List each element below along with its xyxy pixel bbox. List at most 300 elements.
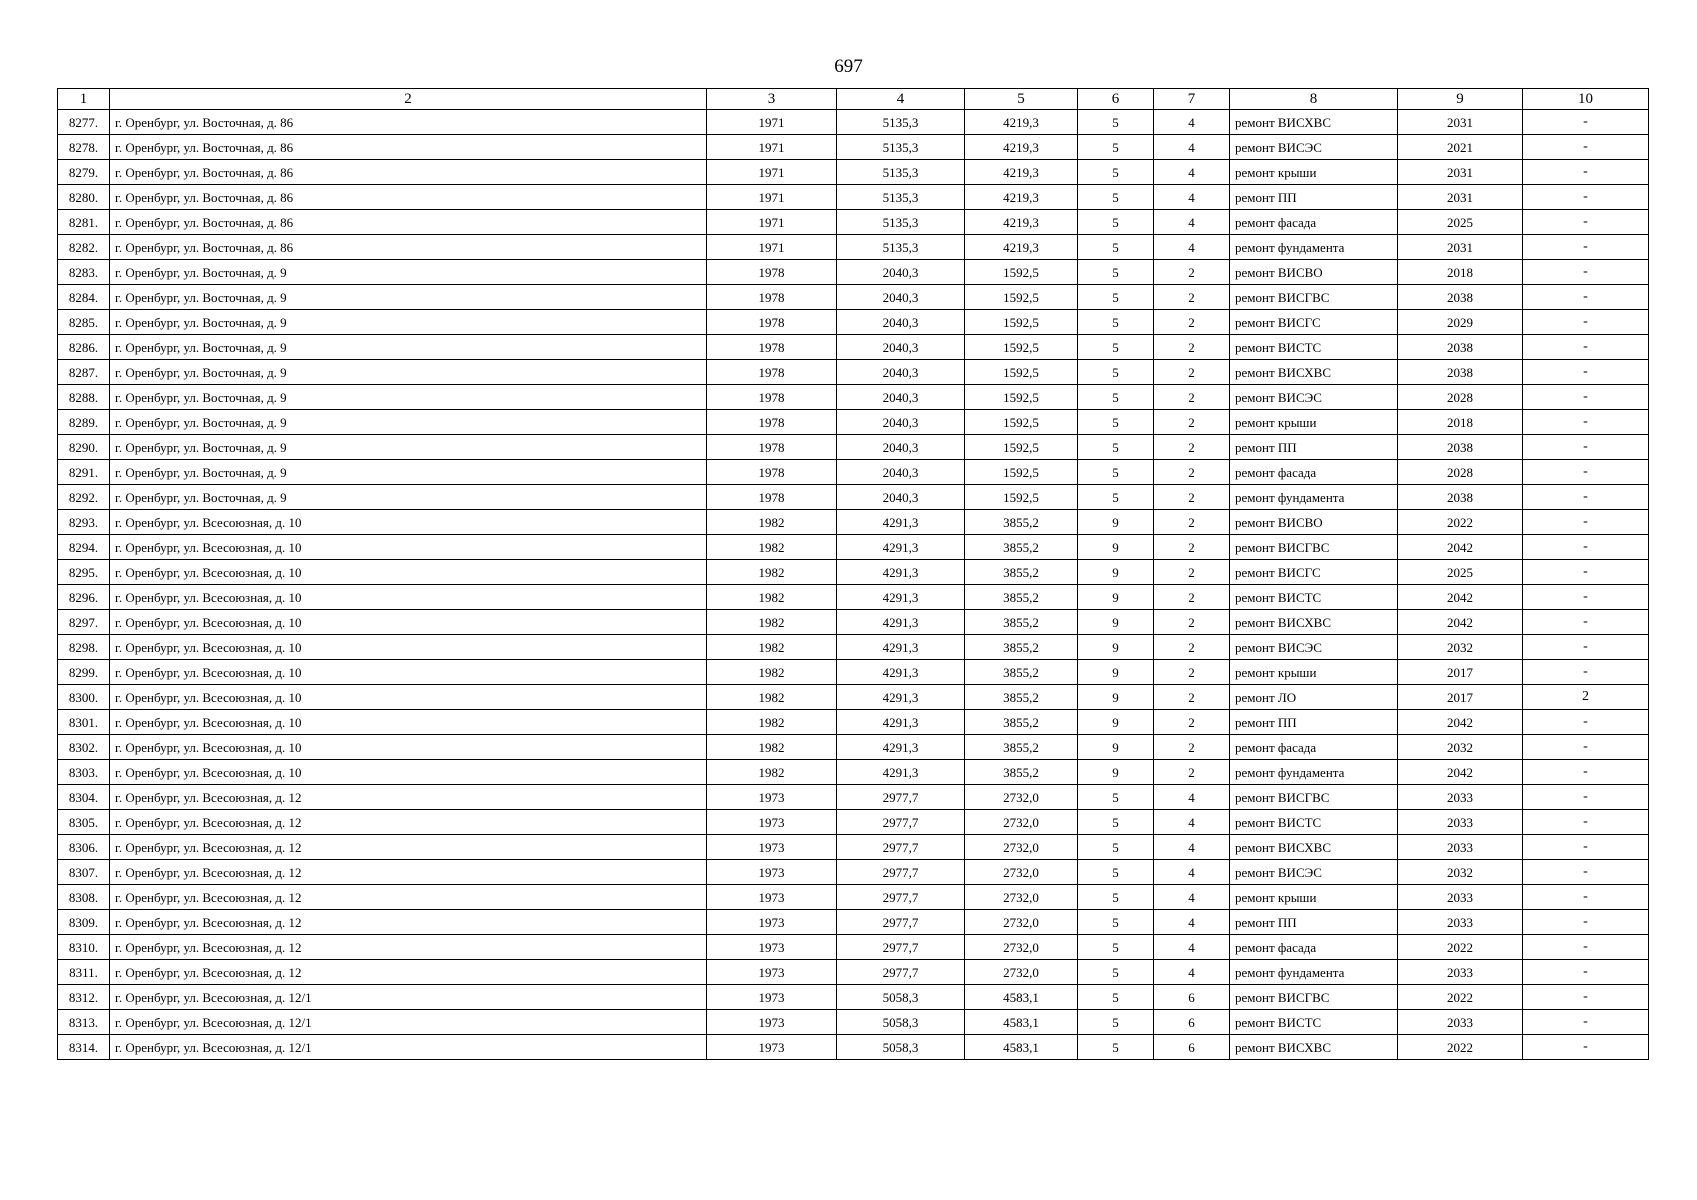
column-header-8: 8 (1230, 89, 1398, 110)
entrances-cell: 2 (1154, 335, 1230, 360)
extra-cell: - (1523, 610, 1649, 635)
living-area-cell: 1592,5 (965, 385, 1078, 410)
row-number-cell: 8305. (58, 810, 110, 835)
living-area-cell: 2732,0 (965, 960, 1078, 985)
table-row (58, 435, 1649, 460)
floors-cell: 5 (1078, 960, 1154, 985)
entrances-cell: 2 (1154, 385, 1230, 410)
year-cell: 1978 (707, 260, 837, 285)
extra-cell: - (1523, 285, 1649, 310)
extra-cell: - (1523, 185, 1649, 210)
total-area-cell: 2977,7 (837, 860, 965, 885)
address-cell: г. Оренбург, ул. Всесоюзная, д. 12/1 (110, 1010, 707, 1035)
living-area-cell: 4219,3 (965, 135, 1078, 160)
entrances-cell: 2 (1154, 360, 1230, 385)
living-area-cell: 2732,0 (965, 810, 1078, 835)
floors-cell: 5 (1078, 935, 1154, 960)
floors-cell: 9 (1078, 635, 1154, 660)
table-row (58, 885, 1649, 910)
work-type-cell: ремонт ВИСГС (1230, 560, 1398, 585)
total-area-cell: 4291,3 (837, 535, 965, 560)
work-type-cell: ремонт ВИСГВС (1230, 785, 1398, 810)
work-type-cell: ремонт фасада (1230, 210, 1398, 235)
planned-year-cell: 2031 (1398, 235, 1523, 260)
work-type-cell: ремонт ЛО (1230, 685, 1398, 710)
address-cell: г. Оренбург, ул. Всесоюзная, д. 12 (110, 910, 707, 935)
address-cell: г. Оренбург, ул. Восточная, д. 9 (110, 385, 707, 410)
total-area-cell: 2977,7 (837, 910, 965, 935)
work-type-cell: ремонт ВИСХВС (1230, 360, 1398, 385)
row-number-cell: 8281. (58, 210, 110, 235)
row-number-cell: 8298. (58, 635, 110, 660)
living-area-cell: 1592,5 (965, 285, 1078, 310)
table-row (58, 985, 1649, 1010)
table-row (58, 160, 1649, 185)
entrances-cell: 2 (1154, 285, 1230, 310)
extra-cell: 2 (1523, 685, 1649, 710)
row-number-cell: 8282. (58, 235, 110, 260)
entrances-cell: 4 (1154, 835, 1230, 860)
living-area-cell: 1592,5 (965, 460, 1078, 485)
year-cell: 1971 (707, 110, 837, 135)
extra-cell: - (1523, 235, 1649, 260)
row-number-cell: 8312. (58, 985, 110, 1010)
total-area-cell: 2040,3 (837, 485, 965, 510)
work-type-cell: ремонт ВИСЭС (1230, 385, 1398, 410)
total-area-cell: 4291,3 (837, 635, 965, 660)
floors-cell: 5 (1078, 835, 1154, 860)
floors-cell: 5 (1078, 235, 1154, 260)
work-type-cell: ремонт ВИСВО (1230, 510, 1398, 535)
entrances-cell: 2 (1154, 310, 1230, 335)
work-type-cell: ремонт ВИСТС (1230, 585, 1398, 610)
extra-cell: - (1523, 460, 1649, 485)
table-row (58, 610, 1649, 635)
planned-year-cell: 2018 (1398, 410, 1523, 435)
total-area-cell: 5058,3 (837, 985, 965, 1010)
total-area-cell: 4291,3 (837, 585, 965, 610)
table-row (58, 835, 1649, 860)
address-cell: г. Оренбург, ул. Всесоюзная, д. 10 (110, 635, 707, 660)
total-area-cell: 4291,3 (837, 685, 965, 710)
table-row (58, 560, 1649, 585)
year-cell: 1973 (707, 985, 837, 1010)
total-area-cell: 2977,7 (837, 810, 965, 835)
total-area-cell: 5135,3 (837, 135, 965, 160)
living-area-cell: 1592,5 (965, 360, 1078, 385)
floors-cell: 5 (1078, 910, 1154, 935)
row-number-cell: 8287. (58, 360, 110, 385)
address-cell: г. Оренбург, ул. Всесоюзная, д. 10 (110, 560, 707, 585)
year-cell: 1973 (707, 810, 837, 835)
row-number-cell: 8300. (58, 685, 110, 710)
address-cell: г. Оренбург, ул. Всесоюзная, д. 12 (110, 835, 707, 860)
planned-year-cell: 2038 (1398, 335, 1523, 360)
column-header-1: 1 (58, 89, 110, 110)
total-area-cell: 4291,3 (837, 610, 965, 635)
table-row (58, 335, 1649, 360)
extra-cell: - (1523, 535, 1649, 560)
floors-cell: 5 (1078, 185, 1154, 210)
address-cell: г. Оренбург, ул. Восточная, д. 9 (110, 485, 707, 510)
planned-year-cell: 2025 (1398, 560, 1523, 585)
extra-cell: - (1523, 560, 1649, 585)
living-area-cell: 2732,0 (965, 935, 1078, 960)
floors-cell: 5 (1078, 410, 1154, 435)
address-cell: г. Оренбург, ул. Всесоюзная, д. 10 (110, 735, 707, 760)
work-type-cell: ремонт ВИСХВС (1230, 610, 1398, 635)
column-header-9: 9 (1398, 89, 1523, 110)
address-cell: г. Оренбург, ул. Восточная, д. 9 (110, 410, 707, 435)
entrances-cell: 2 (1154, 760, 1230, 785)
year-cell: 1978 (707, 385, 837, 410)
year-cell: 1982 (707, 685, 837, 710)
work-type-cell: ремонт ВИСХВС (1230, 110, 1398, 135)
living-area-cell: 4219,3 (965, 185, 1078, 210)
work-type-cell: ремонт ВИСЭС (1230, 860, 1398, 885)
year-cell: 1973 (707, 1035, 837, 1060)
year-cell: 1978 (707, 360, 837, 385)
table-row (58, 660, 1649, 685)
year-cell: 1971 (707, 235, 837, 260)
year-cell: 1971 (707, 160, 837, 185)
row-number-cell: 8292. (58, 485, 110, 510)
row-number-cell: 8307. (58, 860, 110, 885)
year-cell: 1978 (707, 410, 837, 435)
total-area-cell: 5135,3 (837, 185, 965, 210)
floors-cell: 5 (1078, 360, 1154, 385)
living-area-cell: 4219,3 (965, 110, 1078, 135)
work-type-cell: ремонт ВИСХВС (1230, 835, 1398, 860)
row-number-cell: 8314. (58, 1035, 110, 1060)
work-type-cell: ремонт ВИСТС (1230, 335, 1398, 360)
living-area-cell: 2732,0 (965, 910, 1078, 935)
planned-year-cell: 2032 (1398, 635, 1523, 660)
work-type-cell: ремонт ВИСТС (1230, 810, 1398, 835)
entrances-cell: 4 (1154, 135, 1230, 160)
living-area-cell: 4219,3 (965, 160, 1078, 185)
work-type-cell: ремонт фасада (1230, 935, 1398, 960)
row-number-cell: 8303. (58, 760, 110, 785)
table-row (58, 260, 1649, 285)
year-cell: 1978 (707, 460, 837, 485)
row-number-cell: 8279. (58, 160, 110, 185)
total-area-cell: 2040,3 (837, 460, 965, 485)
living-area-cell: 2732,0 (965, 860, 1078, 885)
entrances-cell: 2 (1154, 735, 1230, 760)
row-number-cell: 8301. (58, 710, 110, 735)
table-row (58, 860, 1649, 885)
work-type-cell: ремонт крыши (1230, 885, 1398, 910)
total-area-cell: 4291,3 (837, 760, 965, 785)
year-cell: 1982 (707, 560, 837, 585)
living-area-cell: 4219,3 (965, 210, 1078, 235)
extra-cell: - (1523, 585, 1649, 610)
address-cell: г. Оренбург, ул. Восточная, д. 9 (110, 460, 707, 485)
living-area-cell: 3855,2 (965, 635, 1078, 660)
planned-year-cell: 2028 (1398, 385, 1523, 410)
extra-cell: - (1523, 910, 1649, 935)
year-cell: 1973 (707, 935, 837, 960)
address-cell: г. Оренбург, ул. Восточная, д. 9 (110, 310, 707, 335)
work-type-cell: ремонт крыши (1230, 160, 1398, 185)
floors-cell: 5 (1078, 460, 1154, 485)
planned-year-cell: 2042 (1398, 610, 1523, 635)
entrances-cell: 4 (1154, 185, 1230, 210)
floors-cell: 9 (1078, 660, 1154, 685)
table-row (58, 760, 1649, 785)
planned-year-cell: 2042 (1398, 710, 1523, 735)
floors-cell: 5 (1078, 485, 1154, 510)
total-area-cell: 5135,3 (837, 210, 965, 235)
total-area-cell: 5058,3 (837, 1035, 965, 1060)
entrances-cell: 6 (1154, 985, 1230, 1010)
floors-cell: 5 (1078, 335, 1154, 360)
year-cell: 1971 (707, 210, 837, 235)
floors-cell: 9 (1078, 760, 1154, 785)
living-area-cell: 4583,1 (965, 985, 1078, 1010)
total-area-cell: 2040,3 (837, 285, 965, 310)
living-area-cell: 3855,2 (965, 685, 1078, 710)
table-row (58, 635, 1649, 660)
year-cell: 1978 (707, 435, 837, 460)
total-area-cell: 5058,3 (837, 1010, 965, 1035)
entrances-cell: 4 (1154, 235, 1230, 260)
column-header-3: 3 (707, 89, 837, 110)
year-cell: 1971 (707, 135, 837, 160)
address-cell: г. Оренбург, ул. Всесоюзная, д. 10 (110, 710, 707, 735)
year-cell: 1978 (707, 310, 837, 335)
planned-year-cell: 2029 (1398, 310, 1523, 335)
address-cell: г. Оренбург, ул. Восточная, д. 86 (110, 210, 707, 235)
work-type-cell: ремонт фундамента (1230, 235, 1398, 260)
planned-year-cell: 2031 (1398, 160, 1523, 185)
living-area-cell: 1592,5 (965, 310, 1078, 335)
work-type-cell: ремонт ВИСХВС (1230, 1035, 1398, 1060)
address-cell: г. Оренбург, ул. Восточная, д. 9 (110, 435, 707, 460)
total-area-cell: 2977,7 (837, 935, 965, 960)
entrances-cell: 4 (1154, 960, 1230, 985)
work-type-cell: ремонт ПП (1230, 910, 1398, 935)
entrances-cell: 2 (1154, 535, 1230, 560)
address-cell: г. Оренбург, ул. Всесоюзная, д. 12 (110, 860, 707, 885)
floors-cell: 5 (1078, 210, 1154, 235)
address-cell: г. Оренбург, ул. Всесоюзная, д. 10 (110, 535, 707, 560)
entrances-cell: 2 (1154, 660, 1230, 685)
entrances-cell: 4 (1154, 210, 1230, 235)
table-row (58, 960, 1649, 985)
row-number-cell: 8285. (58, 310, 110, 335)
address-cell: г. Оренбург, ул. Восточная, д. 9 (110, 360, 707, 385)
year-cell: 1982 (707, 760, 837, 785)
total-area-cell: 5135,3 (837, 160, 965, 185)
work-type-cell: ремонт ПП (1230, 185, 1398, 210)
planned-year-cell: 2018 (1398, 260, 1523, 285)
row-number-cell: 8308. (58, 885, 110, 910)
address-cell: г. Оренбург, ул. Всесоюзная, д. 12 (110, 810, 707, 835)
year-cell: 1982 (707, 660, 837, 685)
extra-cell: - (1523, 635, 1649, 660)
planned-year-cell: 2017 (1398, 660, 1523, 685)
living-area-cell: 3855,2 (965, 610, 1078, 635)
floors-cell: 5 (1078, 785, 1154, 810)
entrances-cell: 2 (1154, 685, 1230, 710)
floors-cell: 9 (1078, 610, 1154, 635)
table-row (58, 210, 1649, 235)
total-area-cell: 4291,3 (837, 710, 965, 735)
work-type-cell: ремонт ВИСГВС (1230, 985, 1398, 1010)
extra-cell: - (1523, 360, 1649, 385)
table-row (58, 110, 1649, 135)
address-cell: г. Оренбург, ул. Восточная, д. 86 (110, 185, 707, 210)
address-cell: г. Оренбург, ул. Восточная, д. 9 (110, 285, 707, 310)
living-area-cell: 3855,2 (965, 560, 1078, 585)
table-row (58, 185, 1649, 210)
year-cell: 1973 (707, 1010, 837, 1035)
row-number-cell: 8302. (58, 735, 110, 760)
address-cell: г. Оренбург, ул. Всесоюзная, д. 10 (110, 760, 707, 785)
work-type-cell: ремонт фасада (1230, 460, 1398, 485)
extra-cell: - (1523, 1010, 1649, 1035)
floors-cell: 5 (1078, 1035, 1154, 1060)
total-area-cell: 2977,7 (837, 885, 965, 910)
planned-year-cell: 2033 (1398, 1010, 1523, 1035)
table-row (58, 785, 1649, 810)
row-number-cell: 8295. (58, 560, 110, 585)
planned-year-cell: 2042 (1398, 760, 1523, 785)
living-area-cell: 3855,2 (965, 510, 1078, 535)
entrances-cell: 2 (1154, 610, 1230, 635)
floors-cell: 9 (1078, 585, 1154, 610)
entrances-cell: 2 (1154, 635, 1230, 660)
total-area-cell: 4291,3 (837, 560, 965, 585)
work-type-cell: ремонт фасада (1230, 735, 1398, 760)
header-row (58, 89, 1649, 110)
entrances-cell: 4 (1154, 860, 1230, 885)
work-type-cell: ремонт фундамента (1230, 960, 1398, 985)
entrances-cell: 2 (1154, 710, 1230, 735)
total-area-cell: 2977,7 (837, 835, 965, 860)
total-area-cell: 2040,3 (837, 410, 965, 435)
floors-cell: 9 (1078, 685, 1154, 710)
living-area-cell: 2732,0 (965, 785, 1078, 810)
year-cell: 1982 (707, 735, 837, 760)
year-cell: 1982 (707, 510, 837, 535)
floors-cell: 5 (1078, 885, 1154, 910)
table-row (58, 285, 1649, 310)
table-row (58, 810, 1649, 835)
floors-cell: 9 (1078, 560, 1154, 585)
row-number-cell: 8288. (58, 385, 110, 410)
floors-cell: 5 (1078, 1010, 1154, 1035)
row-number-cell: 8289. (58, 410, 110, 435)
extra-cell: - (1523, 1035, 1649, 1060)
row-number-cell: 8293. (58, 510, 110, 535)
planned-year-cell: 2033 (1398, 835, 1523, 860)
planned-year-cell: 2032 (1398, 860, 1523, 885)
work-type-cell: ремонт ВИСГВС (1230, 285, 1398, 310)
year-cell: 1978 (707, 335, 837, 360)
extra-cell: - (1523, 210, 1649, 235)
entrances-cell: 4 (1154, 935, 1230, 960)
table-row (58, 485, 1649, 510)
table-row (58, 685, 1649, 710)
floors-cell: 5 (1078, 135, 1154, 160)
year-cell: 1978 (707, 285, 837, 310)
floors-cell: 5 (1078, 435, 1154, 460)
work-type-cell: ремонт ВИСГВС (1230, 535, 1398, 560)
work-type-cell: ремонт ВИСЭС (1230, 635, 1398, 660)
floors-cell: 5 (1078, 310, 1154, 335)
year-cell: 1973 (707, 785, 837, 810)
address-cell: г. Оренбург, ул. Всесоюзная, д. 12/1 (110, 1035, 707, 1060)
work-type-cell: ремонт ВИСЭС (1230, 135, 1398, 160)
table-row (58, 585, 1649, 610)
entrances-cell: 2 (1154, 585, 1230, 610)
planned-year-cell: 2042 (1398, 585, 1523, 610)
floors-cell: 9 (1078, 735, 1154, 760)
total-area-cell: 5135,3 (837, 110, 965, 135)
table-row (58, 510, 1649, 535)
table-row (58, 1035, 1649, 1060)
row-number-cell: 8291. (58, 460, 110, 485)
column-header-10: 10 (1523, 89, 1649, 110)
address-cell: г. Оренбург, ул. Всесоюзная, д. 12/1 (110, 985, 707, 1010)
living-area-cell: 3855,2 (965, 660, 1078, 685)
living-area-cell: 1592,5 (965, 260, 1078, 285)
living-area-cell: 2732,0 (965, 835, 1078, 860)
floors-cell: 5 (1078, 385, 1154, 410)
living-area-cell: 2732,0 (965, 885, 1078, 910)
extra-cell: - (1523, 885, 1649, 910)
row-number-cell: 8296. (58, 585, 110, 610)
entrances-cell: 2 (1154, 460, 1230, 485)
living-area-cell: 4583,1 (965, 1035, 1078, 1060)
entrances-cell: 4 (1154, 885, 1230, 910)
planned-year-cell: 2033 (1398, 810, 1523, 835)
living-area-cell: 4583,1 (965, 1010, 1078, 1035)
row-number-cell: 8284. (58, 285, 110, 310)
floors-cell: 5 (1078, 860, 1154, 885)
table-row (58, 935, 1649, 960)
work-type-cell: ремонт крыши (1230, 410, 1398, 435)
floors-cell: 5 (1078, 110, 1154, 135)
year-cell: 1973 (707, 910, 837, 935)
year-cell: 1973 (707, 885, 837, 910)
total-area-cell: 2977,7 (837, 960, 965, 985)
extra-cell: - (1523, 260, 1649, 285)
work-type-cell: ремонт фундамента (1230, 760, 1398, 785)
row-number-cell: 8313. (58, 1010, 110, 1035)
extra-cell: - (1523, 660, 1649, 685)
planned-year-cell: 2032 (1398, 735, 1523, 760)
planned-year-cell: 2031 (1398, 110, 1523, 135)
year-cell: 1978 (707, 485, 837, 510)
entrances-cell: 6 (1154, 1010, 1230, 1035)
row-number-cell: 8304. (58, 785, 110, 810)
year-cell: 1971 (707, 185, 837, 210)
entrances-cell: 2 (1154, 435, 1230, 460)
extra-cell: - (1523, 835, 1649, 860)
column-header-7: 7 (1154, 89, 1230, 110)
living-area-cell: 1592,5 (965, 335, 1078, 360)
address-cell: г. Оренбург, ул. Всесоюзная, д. 10 (110, 660, 707, 685)
total-area-cell: 2040,3 (837, 360, 965, 385)
work-type-cell: ремонт ПП (1230, 710, 1398, 735)
row-number-cell: 8294. (58, 535, 110, 560)
planned-year-cell: 2038 (1398, 360, 1523, 385)
extra-cell: - (1523, 510, 1649, 535)
